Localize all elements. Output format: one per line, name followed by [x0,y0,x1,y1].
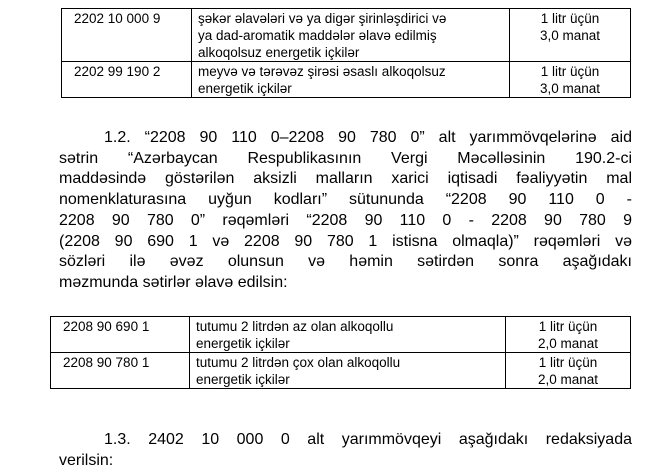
description-line: energetik içkilər [196,336,290,351]
table-row [51,353,631,389]
paragraph-line: 2208 90 780 0” rəqəmləri “2208 90 110 0 - 2208 90 780 9 [59,211,632,229]
paragraph-line: sözləri ilə əvəz olunsun və həmin sətirdən sonra aşağıdakı [59,253,632,271]
table-row [51,317,631,353]
excise-rate-cell [506,353,631,389]
description-line: energetik içkilər [196,372,290,387]
description-line: energetik içkilər [198,81,292,96]
rate-amount: 2,0 manat [537,372,599,387]
description-cell [190,317,506,353]
description-line: şəkər əlavələri və ya digər şirinləşdirici və [198,11,447,26]
excise-table-nonalcoholic [61,8,631,98]
description-cell [192,62,510,98]
excise-rate-cell [510,62,631,98]
paragraph-line: məzmunda sətirlər əlavə edilsin: [59,273,288,291]
amendment-paragraph-1-3 [59,430,632,471]
rate-amount: 3,0 manat [539,81,601,96]
paragraph-line: (2208 90 690 1 və 2208 90 780 1 istisna olmaqla)” rəqəmləri və [59,232,632,250]
paragraph-line: verilsin: [59,451,114,469]
rate-amount: 2,0 manat [537,336,599,351]
excise-rate-cell [506,317,631,353]
description-line: tutumu 2 litrdən az olan alkoqollu [196,319,394,334]
description-cell [192,9,510,62]
paragraph-line: sətrin “Azərbaycan Respublikasının Vergi Məcəlləsinin 190.2-ci [59,149,632,167]
hs-code-cell [51,317,190,353]
rate-unit: 1 litr üçün [538,319,598,334]
paragraph-line: maddəsində göstərilən aksizli malların xarici iqtisadi fəaliyyətin mal [59,170,632,188]
table-row [62,9,631,62]
description-line: ya dad-aromatik maddələr əlavə edilmiş [198,28,437,43]
hs-code: 2208 90 690 1 [63,319,150,334]
rate-unit: 1 litr üçün [540,11,600,26]
description-line: tutumu 2 litrdən çox olan alkoqollu [196,355,401,370]
paragraph-line: 1.3. 2402 10 000 0 alt yarımmövqeyi aşağıdakı redaksiyada [104,431,632,448]
rate-unit: 1 litr üçün [538,355,598,370]
hs-code: 2202 99 190 2 [74,64,161,79]
hs-code-cell [62,62,192,98]
excise-table-alcoholic [50,316,631,389]
excise-rate-cell [510,9,631,62]
rate-unit: 1 litr üçün [540,64,600,79]
hs-code-cell [62,9,192,62]
hs-code-cell [51,353,190,389]
paragraph-line: nomenklaturasına uyğun kodları” sütununda “2208 90 110 0 - [59,191,632,209]
hs-code: 2202 10 000 9 [74,11,161,26]
description-line: meyvə və tərəvəz şirəsi əsaslı alkoqolsuz [198,64,446,79]
description-line: alkoqolsuz energetik içkilər [198,45,360,60]
amendment-paragraph-1-2 [59,128,632,294]
hs-code: 2208 90 780 1 [63,355,150,370]
rate-amount: 3,0 manat [539,28,601,43]
paragraph-line: 1.2. “2208 90 110 0–2208 90 780 0” alt yarımmövqelərinə aid [104,129,632,146]
description-cell [190,353,506,389]
table-row [62,62,631,98]
